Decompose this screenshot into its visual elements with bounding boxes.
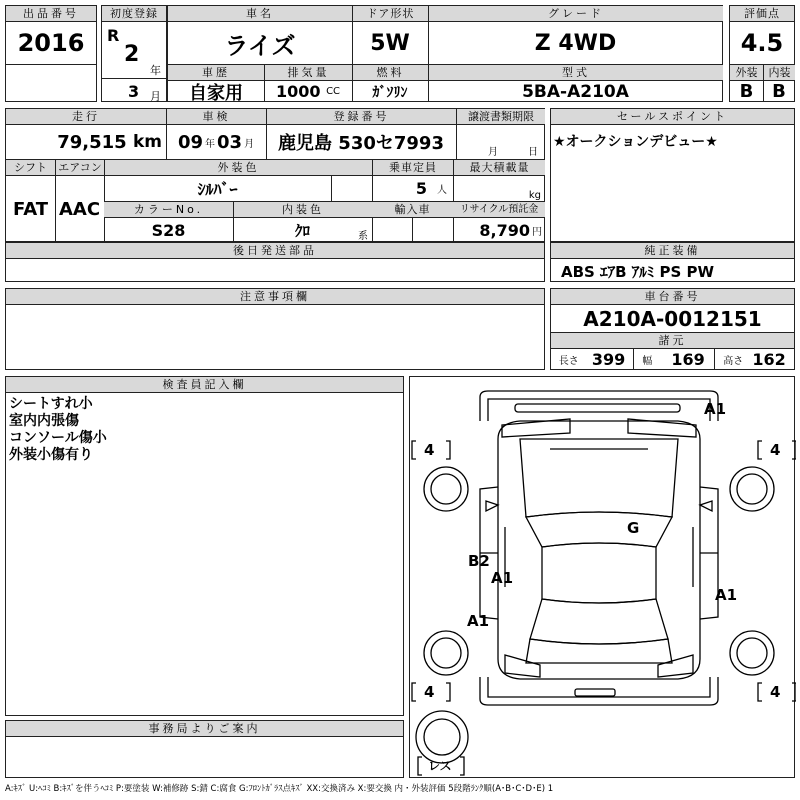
tire-rear-left: 4 xyxy=(424,683,435,701)
score: 4.5 xyxy=(740,29,784,57)
car-info-box xyxy=(167,5,723,102)
damage-mark: A1 xyxy=(467,612,490,630)
recycle-fee xyxy=(453,218,545,242)
recycle-label: リサイクル預託金 xyxy=(453,202,545,218)
transfer-month-unit: 月 xyxy=(488,147,498,158)
later-parts-box xyxy=(5,242,545,282)
sys-unit: 系 xyxy=(358,231,368,242)
notes-label: 注意事項欄 xyxy=(6,289,544,305)
inspection-year: 09 xyxy=(177,131,203,153)
length-label: 長さ xyxy=(558,356,579,367)
person-unit: 人 xyxy=(437,185,447,196)
grade: Z 4WD xyxy=(534,30,617,56)
height xyxy=(714,349,795,370)
remark-line: シートすれ小 xyxy=(9,396,93,412)
shift-label: シフト xyxy=(6,160,55,176)
sales-point-box xyxy=(550,108,795,242)
damage-mark: G xyxy=(627,519,640,537)
displacement-label: 排気量 xyxy=(264,65,352,81)
legend: A:ｷｽﾞ U:ﾍｺﾐ B:ｷｽﾞを伴うﾍｺﾐ P:要塗装 W:補修跡 S:錆 C:腐食 G:ﾌﾛﾝﾄｶﾞﾗｽ点ｷｽﾞ XX:交換済み X:要交換 内・外装評価 5段階ﾗﾝｸ順(A･B･C･D･E) 1 xyxy=(5,784,554,794)
exterior-color-label: 外装色 xyxy=(104,160,372,176)
first-registration-box xyxy=(101,5,167,102)
divider xyxy=(6,64,96,65)
interior-color: ｸﾛ xyxy=(294,221,310,240)
equipment-list: ABS ｴｱB ｱﾙﾐ PS PW xyxy=(561,263,715,281)
car-name-label: 車名 xyxy=(168,6,352,22)
height-label: 高さ xyxy=(723,356,744,367)
chassis-box xyxy=(550,288,795,370)
tire-rear-right: 4 xyxy=(770,683,781,701)
divider xyxy=(331,176,332,201)
mileage-value: 79,515 xyxy=(57,131,127,153)
month-unit: 月 xyxy=(150,90,161,103)
length xyxy=(551,349,633,370)
remark-line: 外装小傷有り xyxy=(9,447,93,463)
later-parts-label: 後日発送部品 xyxy=(6,243,544,259)
exterior-color: ｼﾙﾊﾞｰ xyxy=(197,180,238,199)
damage-mark: A1 xyxy=(704,400,727,418)
aircon: AAC xyxy=(58,198,101,220)
lot-number: 2016 xyxy=(17,29,85,57)
mileage-label: 走行 xyxy=(6,109,166,125)
tire-front-left: 4 xyxy=(424,441,435,459)
registration-year: 2 xyxy=(124,42,140,67)
history: 自家用 xyxy=(189,82,243,104)
damage-mark: B2 xyxy=(468,552,490,570)
inspector-box xyxy=(5,376,404,716)
color-number: S28 xyxy=(151,220,186,240)
yen-unit: 円 xyxy=(532,226,542,238)
interior-grade: B xyxy=(772,81,786,102)
office-box xyxy=(5,720,404,778)
notes-box xyxy=(5,288,545,370)
divider xyxy=(456,109,457,159)
capacity-value: 5 xyxy=(415,179,427,198)
color-no-label: カラーNo. xyxy=(104,202,233,218)
displacement-value: 1000 xyxy=(275,82,321,101)
plate-number: 鹿児島 530セ7993 xyxy=(278,133,444,154)
year-unit: 年 xyxy=(150,64,161,77)
import-label: 輸入車 xyxy=(372,202,453,218)
door-type: 5W xyxy=(370,30,410,56)
divider xyxy=(102,78,166,79)
transfer-day-unit: 日 xyxy=(528,147,538,158)
era: R xyxy=(107,26,120,45)
transfer-label: 譲渡書類期限 xyxy=(456,109,545,125)
inspection-label: 車検 xyxy=(166,109,266,125)
damage-diagram-box xyxy=(409,376,795,778)
sales-point-label: セールスポイント xyxy=(551,109,794,125)
chassis-label: 車台番号 xyxy=(551,289,794,305)
exterior-label: 外装 xyxy=(730,65,763,81)
width xyxy=(633,349,714,370)
damage-mark: A1 xyxy=(491,569,514,587)
score-label: 評価点 xyxy=(730,6,794,22)
damage-mark: A1 xyxy=(715,586,738,604)
aircon-label: エアコン xyxy=(55,160,104,176)
spec-label: 諸元 xyxy=(551,332,794,349)
model-label: 型式 xyxy=(428,65,723,81)
fuel: ｶﾞｿﾘﾝ xyxy=(372,84,408,101)
interior-color-label: 内装色 xyxy=(233,202,372,218)
lot-number-label: 出品番号 xyxy=(6,6,96,22)
score-box xyxy=(729,5,795,102)
interior-label: 内装 xyxy=(763,65,795,81)
month-unit: 月 xyxy=(244,138,255,150)
spare-tire: レス xyxy=(428,759,452,773)
capacity-label: 乗車定員 xyxy=(372,160,453,176)
kg-unit: kg xyxy=(528,190,541,201)
inspection-month: 03 xyxy=(217,131,243,153)
exterior-grade: B xyxy=(739,81,754,102)
year-unit: 年 xyxy=(205,138,215,150)
cc-unit: CC xyxy=(326,86,341,97)
height-value: 162 xyxy=(752,350,786,369)
remark-line: コンソール傷小 xyxy=(9,430,107,446)
plate-label: 登録番号 xyxy=(266,109,456,125)
grade-label: グレード xyxy=(428,6,723,22)
sales-point-text: ★オークションデビュー★ xyxy=(553,134,718,150)
remark-line: 室内内張傷 xyxy=(9,413,79,429)
km-unit: km xyxy=(132,132,162,152)
fuel-label: 燃料 xyxy=(352,65,428,81)
equipment-box xyxy=(550,242,795,282)
registration-month: 3 xyxy=(128,82,140,101)
mileage xyxy=(6,125,166,159)
width-label: 幅 xyxy=(642,356,653,367)
equipment-label: 純正装備 xyxy=(551,243,794,259)
inspector-remarks xyxy=(9,396,107,464)
tire-front-right: 4 xyxy=(770,441,781,459)
lot-number-box xyxy=(5,5,97,102)
width-value: 169 xyxy=(671,350,705,369)
length-value: 399 xyxy=(591,350,626,369)
inspector-label: 検査員記入欄 xyxy=(6,377,403,393)
recycle-value: 8,790 xyxy=(479,220,530,240)
car-diagram xyxy=(410,377,796,779)
first-registration-label: 初度登録 xyxy=(102,6,166,22)
model-code: 5BA-A210A xyxy=(522,81,629,102)
displacement xyxy=(264,81,352,102)
shift: FAT xyxy=(12,198,49,220)
max-load-label: 最大積載量 xyxy=(453,160,545,176)
car-name: ライズ xyxy=(224,31,296,60)
chassis-number: A210A-0012151 xyxy=(583,306,762,331)
inspection-date xyxy=(166,125,266,159)
vehicle-details-box xyxy=(5,108,545,242)
history-label: 車歴 xyxy=(168,65,264,81)
divider xyxy=(412,218,413,242)
door-type-label: ドア形状 xyxy=(352,6,428,22)
capacity xyxy=(372,176,453,201)
office-label: 事務局よりご案内 xyxy=(6,721,403,737)
